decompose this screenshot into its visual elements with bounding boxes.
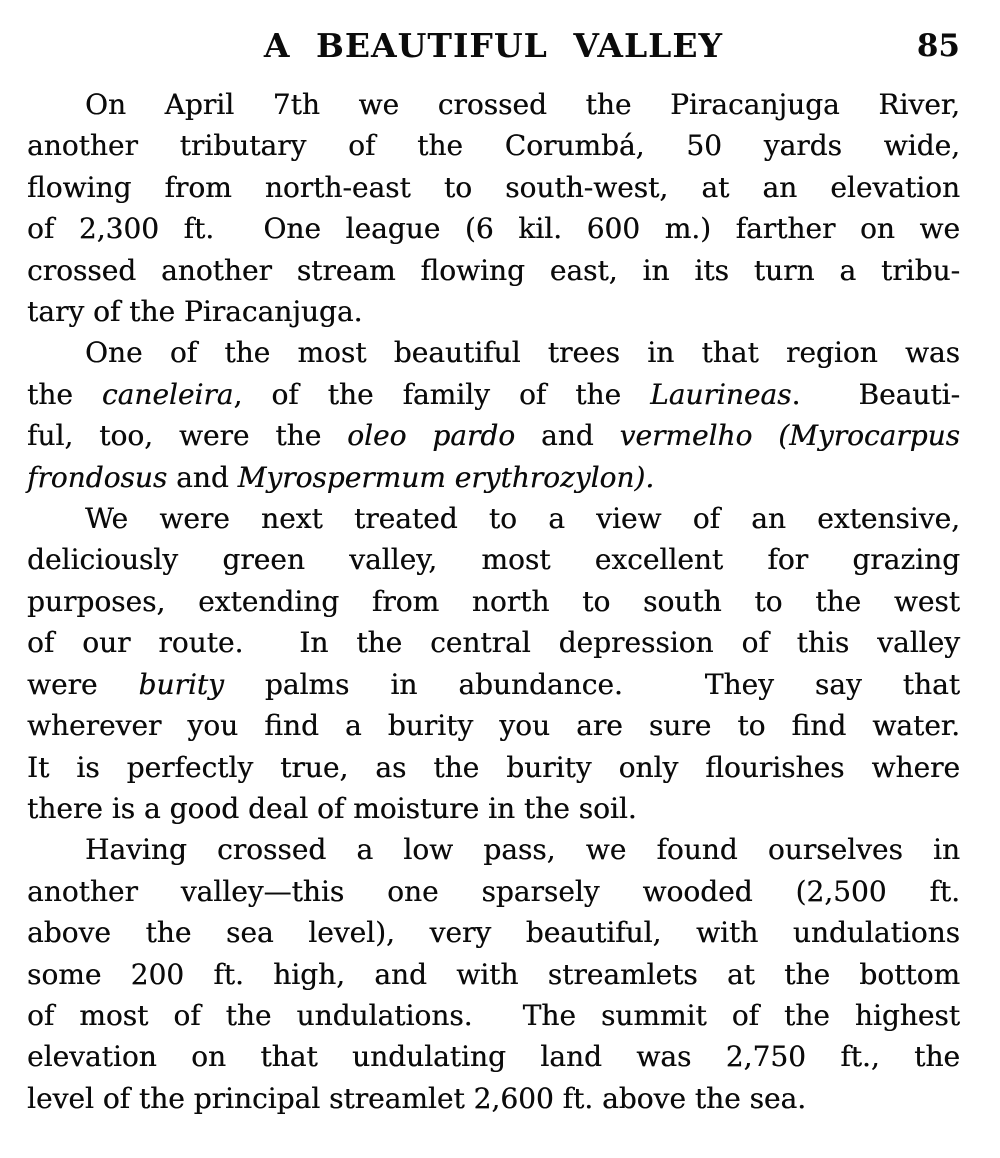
text-line [27, 622, 960, 663]
text-line [27, 539, 960, 580]
text-line [27, 581, 960, 622]
text-line [27, 84, 960, 125]
text-line [27, 871, 960, 912]
text-segment: purposes, extending from north to south to the west [27, 584, 960, 618]
text-segment: above the sea level), very beautiful, with undulations [27, 916, 960, 950]
text-line [27, 995, 960, 1036]
text-segment: tary of the Piracanjuga. [27, 295, 363, 329]
text-line [27, 1078, 960, 1119]
text-segment: were [27, 667, 139, 701]
text-segment: ful, too, were the [27, 419, 348, 453]
text-segment: . Beauti- [791, 377, 960, 411]
text-segment: level of the principal streamlet 2,600 ft. above the sea. [27, 1081, 807, 1115]
paragraph [27, 829, 960, 1119]
text-segment: there is a good deal of moisture in the soil. [27, 791, 637, 825]
text-line [27, 788, 960, 829]
text-line [27, 1036, 960, 1077]
italic-text: Laurineas [650, 377, 792, 411]
text-line [27, 167, 960, 208]
italic-text: Myrospermum erythrozylon). [237, 460, 655, 494]
text-segment: and [515, 419, 620, 453]
text-line [27, 912, 960, 953]
text-line [27, 829, 960, 870]
text-segment: elevation on that undulating land was 2,750 ft., the [27, 1040, 960, 1074]
text-segment: On April 7th we crossed the Piracanjuga River, [85, 88, 960, 121]
text-line [27, 208, 960, 249]
italic-text: burity [138, 667, 224, 701]
paragraph [27, 498, 960, 829]
text-line [27, 954, 960, 995]
text-segment: and [167, 460, 238, 494]
text-line [27, 457, 960, 498]
text-segment: It is perfectly true, as the burity only flourishes where [27, 750, 960, 784]
text-segment: , of the family of the [233, 377, 651, 411]
text-segment: another valley—this one sparsely wooded (2,500 ft. [27, 874, 960, 908]
text-segment: another tributary of the Corumbá, 50 yards wide, [27, 129, 960, 163]
text-segment: wherever you find a burity you are sure to find water. [27, 709, 960, 743]
text-segment: of our route. In the central depression of this valley [27, 626, 960, 660]
italic-text: frondosus [27, 460, 168, 494]
text-segment: We were next treated to a view of an extensive, [85, 502, 960, 536]
text-line [27, 291, 960, 332]
text-segment: flowing from north-east to south-west, at an elevation [27, 170, 960, 204]
text-line [27, 498, 960, 539]
text-line [27, 747, 960, 788]
text-line [27, 374, 960, 415]
text-line [27, 705, 960, 746]
text-segment: the [27, 377, 102, 411]
text-segment: Having crossed a low pass, we found ourselves in [85, 833, 960, 867]
italic-text: oleo pardo [347, 419, 516, 453]
text-segment: deliciously green valley, most excellent for grazing [27, 543, 960, 577]
italic-text: caneleira [101, 377, 234, 411]
text-segment: crossed another stream flowing east, in its turn a tribu- [27, 253, 960, 287]
text-segment: One of the most beautiful trees in that region was [85, 336, 960, 370]
text-segment: some 200 ft. high, and with streamlets at the bottom [27, 957, 960, 991]
italic-text: vermelho [619, 419, 753, 453]
text-line [27, 415, 960, 456]
text-line [27, 332, 960, 373]
text-segment: of 2,300 ft. One league (6 kil. 600 m.) farther on we [27, 212, 960, 246]
page-number: 85 [916, 28, 960, 64]
page-text [27, 84, 960, 1119]
text-segment [752, 419, 778, 452]
text-line [27, 250, 960, 291]
text-line [27, 125, 960, 166]
italic-text: (Myrocarpus [778, 419, 960, 453]
running-title: A BEAUTIFUL VALLEY [263, 26, 724, 65]
paragraph [27, 332, 960, 498]
text-segment: of most of the undulations. The summit of the highest [27, 998, 960, 1032]
paragraph [27, 84, 960, 332]
text-line [27, 664, 960, 705]
page-header [27, 26, 960, 70]
text-segment: palms in abundance. They say that [223, 667, 960, 701]
